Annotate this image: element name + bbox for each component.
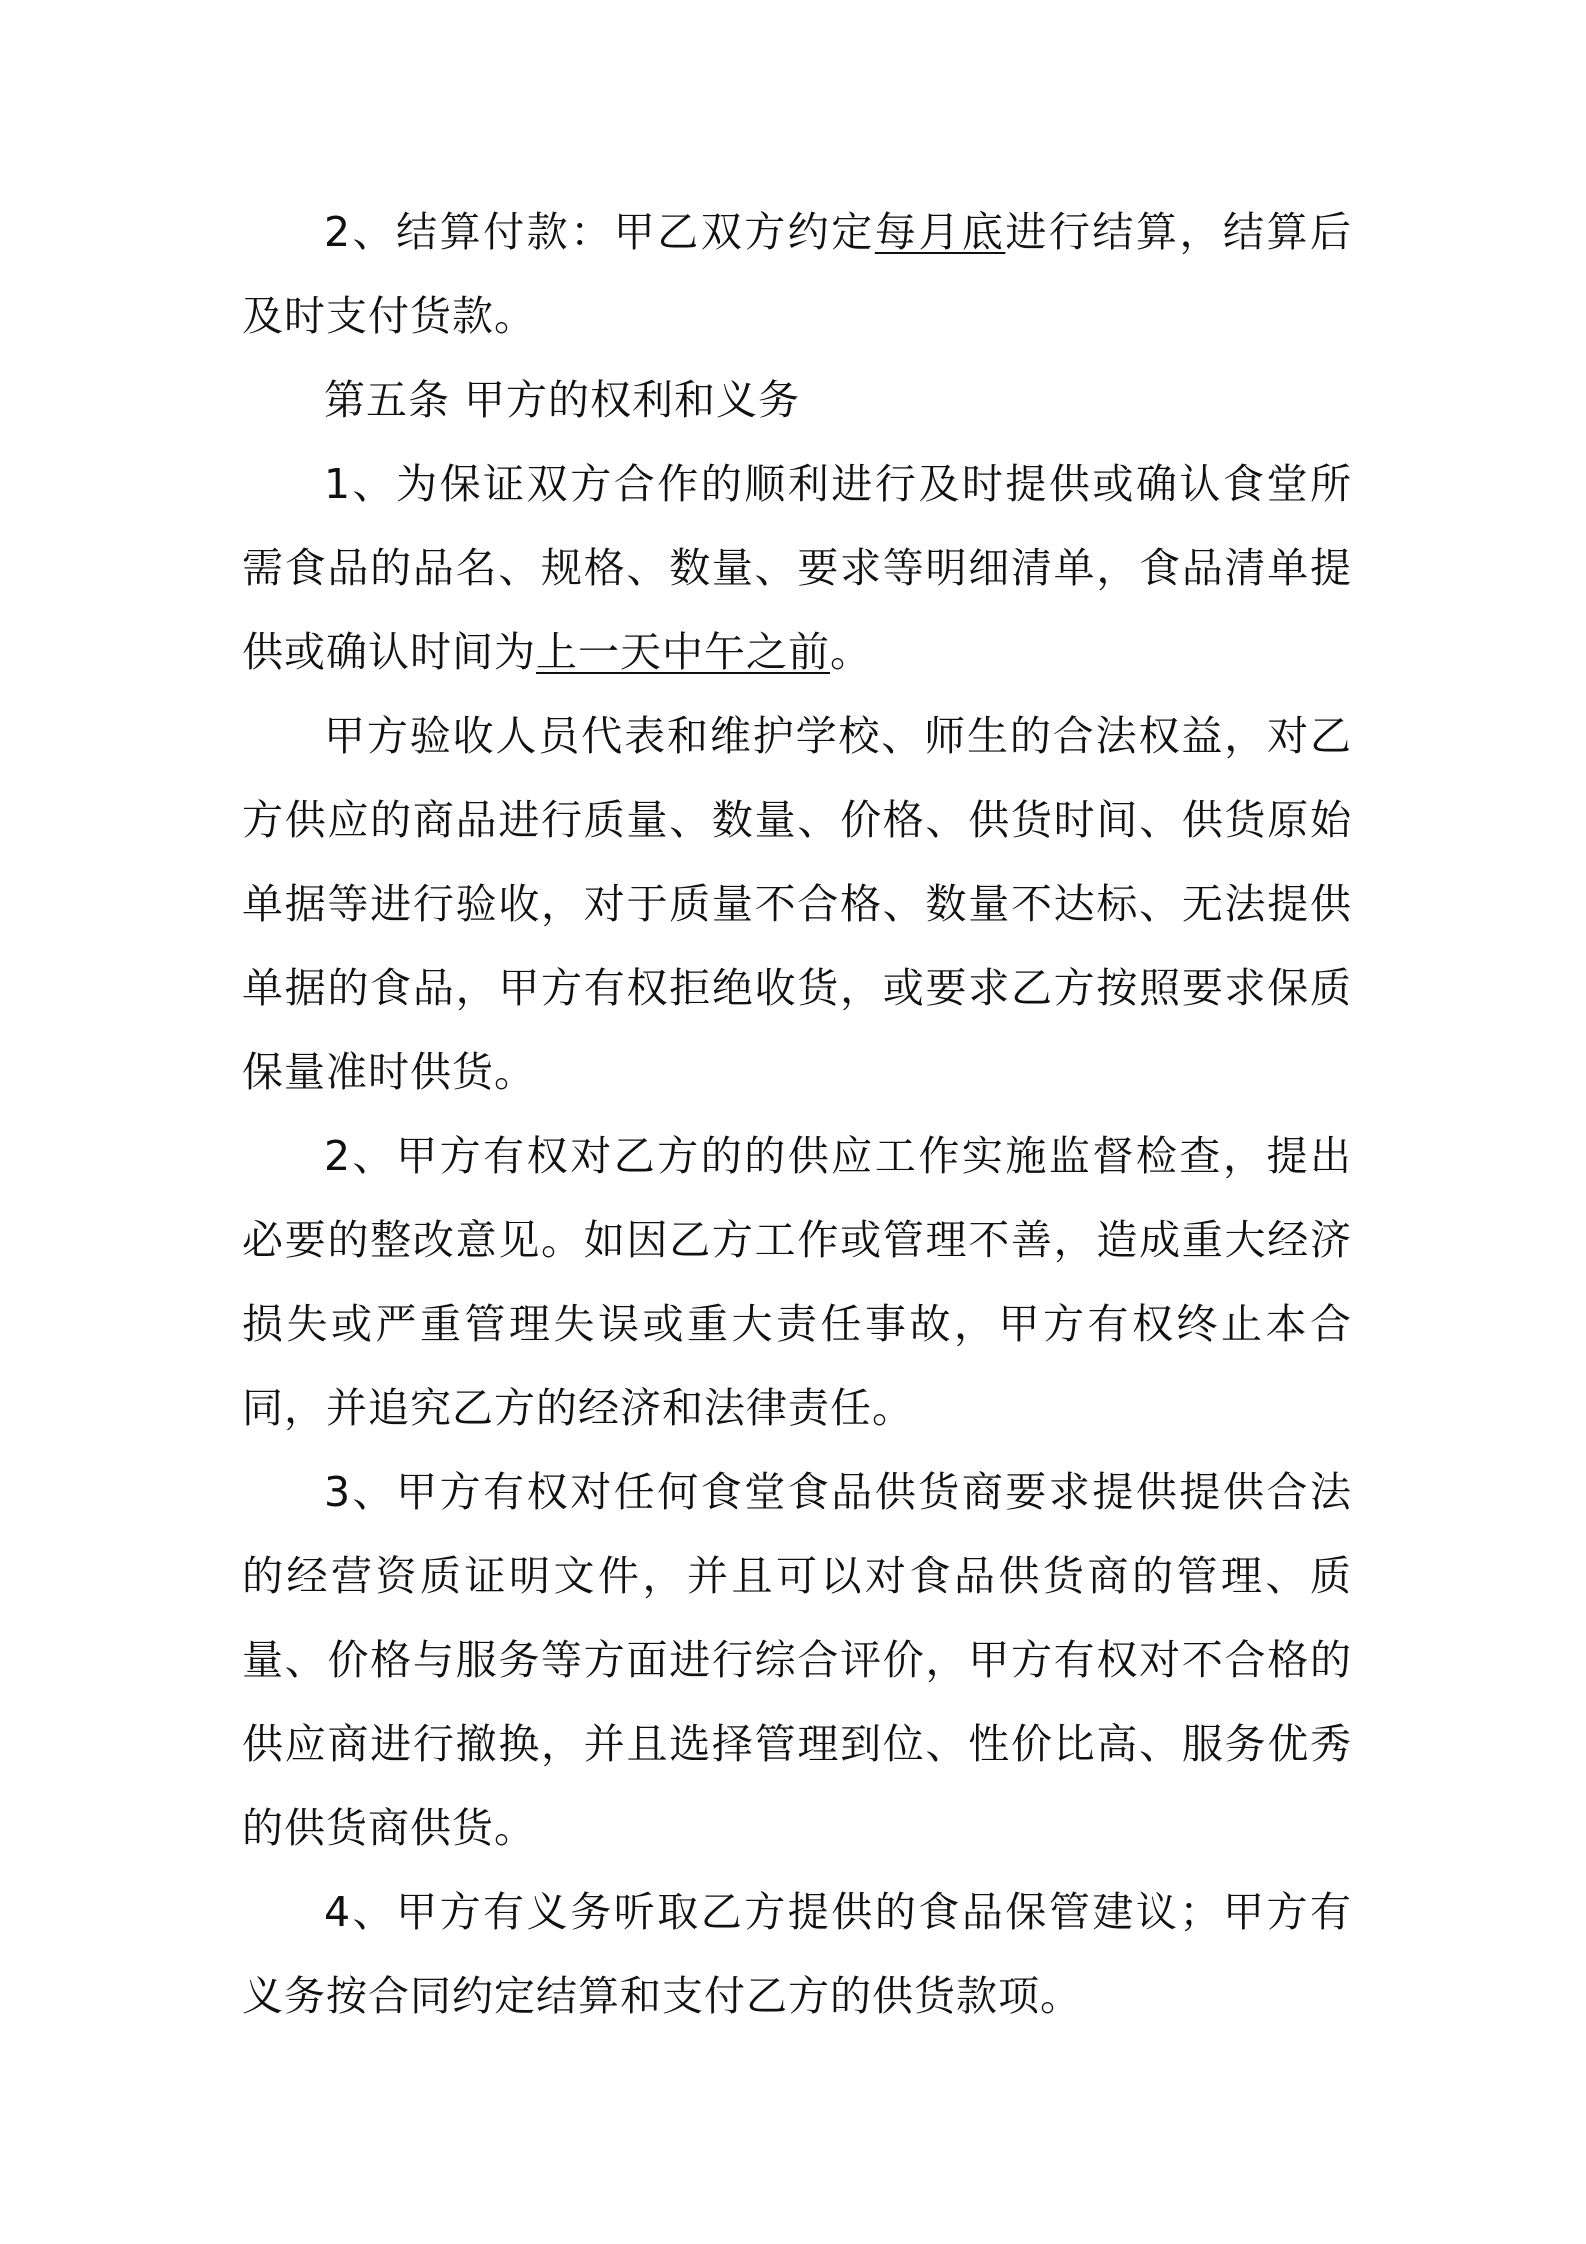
paragraph-item-4 [242,1870,1352,2038]
underlined-term: 每月底 [874,208,1006,256]
text-run: 3、甲方有权对任何食堂食品供货商要求提供提供合法的经营资质证明文件，并且可以对食品供货商的管理、质量、价格与服务等方面进行综合评价，甲方有权对不合格的供应商进行撤换，并且选择管理到位、性价比高、服务优秀的供货商供货。 [242,1468,1352,1852]
text-run: 进行结算，结算后及时支付货款。 [242,208,1353,340]
paragraph-settlement [242,190,1352,358]
document-page [242,190,1352,2038]
paragraph-item-2 [242,1114,1352,1450]
underlined-term: 上一天中午之前 [536,628,830,676]
paragraph-item-3 [242,1450,1352,1870]
text-run: 1、为保证双方合作的顺利进行及时提供或确认食堂所需食品的品名、规格、数量、要求等明细清单，食品清单提供或确认时间为 [242,460,1352,676]
text-run: 。 [830,628,872,676]
text-run: 4、甲方有义务听取乙方提供的食品保管建议；甲方有义务按合同约定结算和支付乙方的供货款项。 [242,1888,1352,2020]
paragraph-inspection [242,694,1352,1114]
heading-text: 第五条 甲方的权利和义务 [324,376,801,424]
section-heading [242,358,1352,442]
paragraph-item-1 [242,442,1352,694]
text-run: 甲方验收人员代表和维护学校、师生的合法权益，对乙方供应的商品进行质量、数量、价格、供货时间、供货原始单据等进行验收，对于质量不合格、数量不达标、无法提供单据的食品，甲方有权拒绝收货，或要求乙方按照要求保质保量准时供货。 [242,712,1352,1096]
text-run: 2、结算付款：甲乙双方约定 [324,208,875,256]
text-run: 2、甲方有权对乙方的的供应工作实施监督检查，提出必要的整改意见。如因乙方工作或管理不善，造成重大经济损失或严重管理失误或重大责任事故，甲方有权终止本合同，并追究乙方的经济和法律责任。 [242,1132,1352,1432]
